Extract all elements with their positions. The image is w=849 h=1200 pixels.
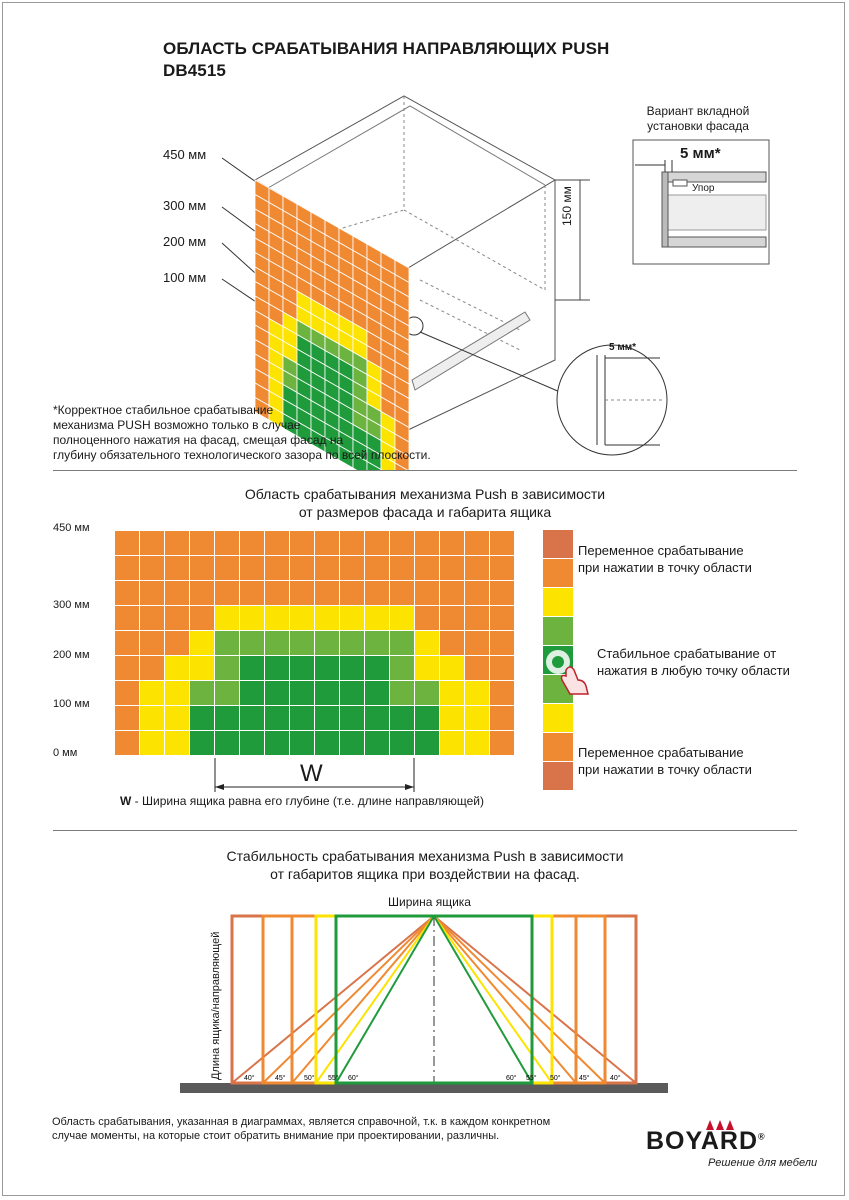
grid-cell [290, 606, 315, 631]
legend-dark-orange [543, 530, 573, 558]
grid-cell [215, 556, 240, 581]
footnote-line-4: глубину обязательного технологического зазора по всей плоскости. [53, 448, 431, 462]
grid-cell [190, 631, 215, 656]
grid-cell [165, 631, 190, 656]
dimension-150: 150 мм [560, 186, 574, 226]
grid-cell [215, 606, 240, 631]
grid-cell [465, 556, 490, 581]
grid-cell [365, 556, 390, 581]
w-caption-text: - Ширина ящика равна его глубине (т.е. длине направляющей) [131, 794, 484, 808]
grid-cell [440, 656, 465, 681]
legend-bot-line-2: при нажатии в точку области [578, 762, 752, 777]
grid-cell [140, 581, 165, 606]
legend-mid-line-2: нажатия в любую точку области [597, 663, 790, 678]
grid-cell [340, 606, 365, 631]
grid-cell [190, 556, 215, 581]
angle-label-right: 50° [550, 1075, 561, 1082]
grid-cell [240, 656, 265, 681]
legend-yellow [543, 587, 573, 616]
footnote-line-2: механизма PUSH возможно только в случае [53, 418, 301, 432]
section3-title-line-1: Стабильность срабатывания механизма Push в зависимости [226, 848, 624, 864]
grid-cell [140, 631, 165, 656]
legend-top-line-2: при нажатии в точку области [578, 560, 752, 575]
section2-title-line-1: Область срабатывания механизма Push в зависимости [244, 486, 606, 502]
angle-label-right: 60° [506, 1075, 517, 1082]
brand-name: BOYARD [646, 1127, 759, 1155]
grid-cell [315, 656, 340, 681]
grid-cell [415, 631, 440, 656]
grid-cell [190, 581, 215, 606]
legend-mid-line-1: Стабильное срабатывание от [597, 646, 777, 661]
grid-cell [215, 656, 240, 681]
angle-label-right: 45° [579, 1075, 590, 1082]
grid-cell [115, 706, 140, 731]
angle-label-left: 50° [304, 1075, 315, 1082]
grid-cell [465, 681, 490, 706]
section3-title-line-2: от габаритов ящика при воздействии на фасад. [270, 866, 580, 882]
force-line [434, 916, 576, 1083]
grid-cell [190, 731, 215, 756]
grid-cell [365, 656, 390, 681]
grid-cell [165, 731, 190, 756]
grid-cell [215, 731, 240, 756]
grid-cell [165, 706, 190, 731]
grid-cell [315, 581, 340, 606]
grid-cell [315, 631, 340, 656]
grid-cell [340, 706, 365, 731]
grid-cell [340, 531, 365, 556]
label-200: 200 мм [163, 234, 207, 249]
grid-cell [165, 556, 190, 581]
inset-gap-label: 5 мм* [680, 145, 721, 162]
grid-cell [265, 606, 290, 631]
grid-cell [315, 531, 340, 556]
brand-registered: ® [758, 1131, 766, 1142]
grid-cell [140, 606, 165, 631]
brand-logo [646, 1127, 766, 1156]
legend-mid-text [597, 645, 790, 679]
label-300: 300 мм [163, 198, 207, 213]
grid-cell [240, 606, 265, 631]
w-caption [120, 794, 484, 808]
grid-cell [115, 556, 140, 581]
y-label-0: 0 мм [53, 747, 78, 759]
grid-cell [140, 731, 165, 756]
label-100: 100 мм [163, 270, 207, 285]
section2-title-line-2: от размеров фасада и габарита ящика [298, 504, 552, 520]
inset-caption [643, 104, 753, 134]
grid-cell [365, 606, 390, 631]
grid-cell [490, 531, 515, 556]
grid-cell [165, 681, 190, 706]
grid-cell [265, 681, 290, 706]
grid-cell [440, 531, 465, 556]
cabinet-illustration [0, 0, 849, 470]
grid-cell [215, 706, 240, 731]
grid-cell [190, 656, 215, 681]
grid-cell [440, 706, 465, 731]
grid-cell [490, 681, 515, 706]
grid-cell [165, 606, 190, 631]
divider-1 [53, 470, 797, 471]
grid-cell [240, 731, 265, 756]
grid-cell [490, 706, 515, 731]
grid-cell [115, 581, 140, 606]
grid-cell [315, 681, 340, 706]
grid-cell [465, 656, 490, 681]
grid-cell [465, 731, 490, 756]
force-line [336, 916, 434, 1083]
grid-cell [490, 656, 515, 681]
grid-cell [415, 531, 440, 556]
grid-cell [290, 556, 315, 581]
angle-label-right: 40° [610, 1075, 621, 1082]
y-label-200: 200 мм [53, 649, 90, 661]
grid-cell [315, 731, 340, 756]
legend-top-line-1: Переменное срабатывание [578, 543, 744, 558]
y-label-100: 100 мм [53, 698, 90, 710]
grid-cell [490, 631, 515, 656]
activation-area-grid [114, 530, 515, 756]
w-label: W [300, 760, 323, 787]
grid-cell [465, 581, 490, 606]
force-line [292, 916, 434, 1083]
grid-cell [390, 656, 415, 681]
grid-cell [490, 731, 515, 756]
angle-label-left: 60° [348, 1075, 359, 1082]
grid-cell [440, 631, 465, 656]
grid-cell [415, 706, 440, 731]
force-line [434, 916, 532, 1083]
angle-label-left: 45° [275, 1075, 286, 1082]
grid-cell [315, 706, 340, 731]
grid-cell [465, 531, 490, 556]
grid-cell [340, 656, 365, 681]
grid-cell [340, 581, 365, 606]
grid-cell [390, 631, 415, 656]
grid-cell [490, 606, 515, 631]
section3-title [150, 847, 700, 883]
grid-cell [390, 706, 415, 731]
grid-cell [465, 706, 490, 731]
grid-cell [140, 706, 165, 731]
grid-cell [490, 581, 515, 606]
grid-cell [390, 731, 415, 756]
grid-cell [115, 681, 140, 706]
grid-cell [340, 556, 365, 581]
angle-label-left: 55° [328, 1075, 339, 1082]
inset-caption-line-2: установки фасада [647, 119, 749, 133]
grid-cell [265, 631, 290, 656]
grid-cell [290, 731, 315, 756]
legend-bot-line-1: Переменное срабатывание [578, 745, 744, 760]
grid-cell [415, 731, 440, 756]
grid-cell [140, 556, 165, 581]
grid-cell [390, 581, 415, 606]
grid-cell [165, 656, 190, 681]
w-caption-bold: W [120, 794, 132, 808]
grid-cell [265, 531, 290, 556]
hand-press-icon [540, 640, 600, 696]
grid-cell [290, 656, 315, 681]
brand-slogan: Решение для мебели [708, 1157, 818, 1169]
grid-cell [340, 731, 365, 756]
grid-cell [365, 581, 390, 606]
grid-cell [215, 631, 240, 656]
grid-cell [140, 681, 165, 706]
grid-cell [140, 531, 165, 556]
grid-cell [265, 556, 290, 581]
y-label-300: 300 мм [53, 599, 90, 611]
force-line [263, 916, 434, 1083]
grid-cell [365, 631, 390, 656]
length-label: Длина ящика/направляющей [210, 931, 222, 1080]
grid-cell [265, 731, 290, 756]
grid-cell [315, 556, 340, 581]
grid-cell [215, 531, 240, 556]
grid-cell [290, 581, 315, 606]
grid-cell [390, 556, 415, 581]
grid-cell [440, 606, 465, 631]
angle-label-right: 55° [526, 1075, 537, 1082]
legend-orange [543, 558, 573, 587]
grid-cell [190, 681, 215, 706]
grid-cell [240, 556, 265, 581]
grid-cell [290, 681, 315, 706]
divider-2 [53, 830, 797, 831]
grid-cell [415, 656, 440, 681]
grid-cell [415, 581, 440, 606]
grid-cell [315, 606, 340, 631]
grid-cell [165, 581, 190, 606]
angle-labels [244, 1074, 621, 1082]
grid-cell [240, 581, 265, 606]
angle-label-left: 40° [244, 1075, 255, 1082]
grid-cell [190, 706, 215, 731]
grid-cell [465, 631, 490, 656]
grid-cell [365, 706, 390, 731]
grid-cell [115, 531, 140, 556]
legend-top-text [578, 542, 752, 576]
grid-cell [115, 731, 140, 756]
legend-orange-2 [543, 732, 573, 761]
title-line-1: ОБЛАСТЬ СРАБАТЫВАНИЯ НАПРАВЛЯЮЩИХ PUSH [163, 39, 610, 58]
width-label: Ширина ящика [388, 895, 471, 909]
grid-cell [115, 606, 140, 631]
bottom-note-line-2: случае моменты, на которые стоит обратить внимание при проектировании, различны. [52, 1130, 500, 1142]
grid-cell [340, 631, 365, 656]
grid-cell [365, 531, 390, 556]
grid-cell [365, 681, 390, 706]
grid-cell [240, 681, 265, 706]
grid-cell [190, 531, 215, 556]
grid-cell [240, 631, 265, 656]
force-line [434, 916, 605, 1083]
grid-cell [190, 606, 215, 631]
grid-cell [290, 631, 315, 656]
circle-gap-label: 5 мм* [609, 342, 637, 353]
grid-cell [415, 556, 440, 581]
grid-cell [265, 706, 290, 731]
grid-cell [290, 706, 315, 731]
grid-cell [240, 531, 265, 556]
legend-bot-text [578, 744, 752, 778]
grid-cell [440, 731, 465, 756]
grid-cell [215, 681, 240, 706]
bottom-note [52, 1115, 550, 1143]
grid-cell [340, 681, 365, 706]
inset-caption-line-1: Вариант вкладной [646, 104, 750, 118]
grid-cell [440, 581, 465, 606]
footnote-line-1: *Корректное стабильное срабатывание [53, 403, 274, 417]
grid-cell [490, 556, 515, 581]
title-line-2: DB4515 [163, 61, 226, 80]
footnote [53, 403, 431, 463]
grid-cell [440, 556, 465, 581]
grid-cell [215, 581, 240, 606]
grid-cell [165, 531, 190, 556]
grid-cell [415, 681, 440, 706]
grid-cell [390, 681, 415, 706]
section2-title [200, 485, 650, 521]
grid-cell [365, 731, 390, 756]
grid-cell [265, 656, 290, 681]
stability-diagram [0, 900, 849, 1100]
y-label-450: 450 мм [53, 522, 90, 534]
grid-cell [390, 606, 415, 631]
grid-cell [240, 706, 265, 731]
bottom-note-line-1: Область срабатывания, указанная в диаграммах, является справочной, т.к. в каждом конкретном [52, 1116, 551, 1128]
grid-cell [115, 656, 140, 681]
label-450: 450 мм [163, 147, 207, 162]
grid-cell [415, 606, 440, 631]
legend-yellow-2 [543, 703, 573, 732]
grid-cell [390, 531, 415, 556]
grid-cell [140, 656, 165, 681]
grid-cell [290, 531, 315, 556]
grid-cell [115, 631, 140, 656]
inset-stop-label: Упор [692, 183, 715, 194]
footnote-line-3: полноценного нажатия на фасад, смещая фасад на [53, 433, 344, 447]
grid-cell [265, 581, 290, 606]
legend-dark-orange-2 [543, 761, 573, 790]
grid-cell [440, 681, 465, 706]
grid-cell [465, 606, 490, 631]
